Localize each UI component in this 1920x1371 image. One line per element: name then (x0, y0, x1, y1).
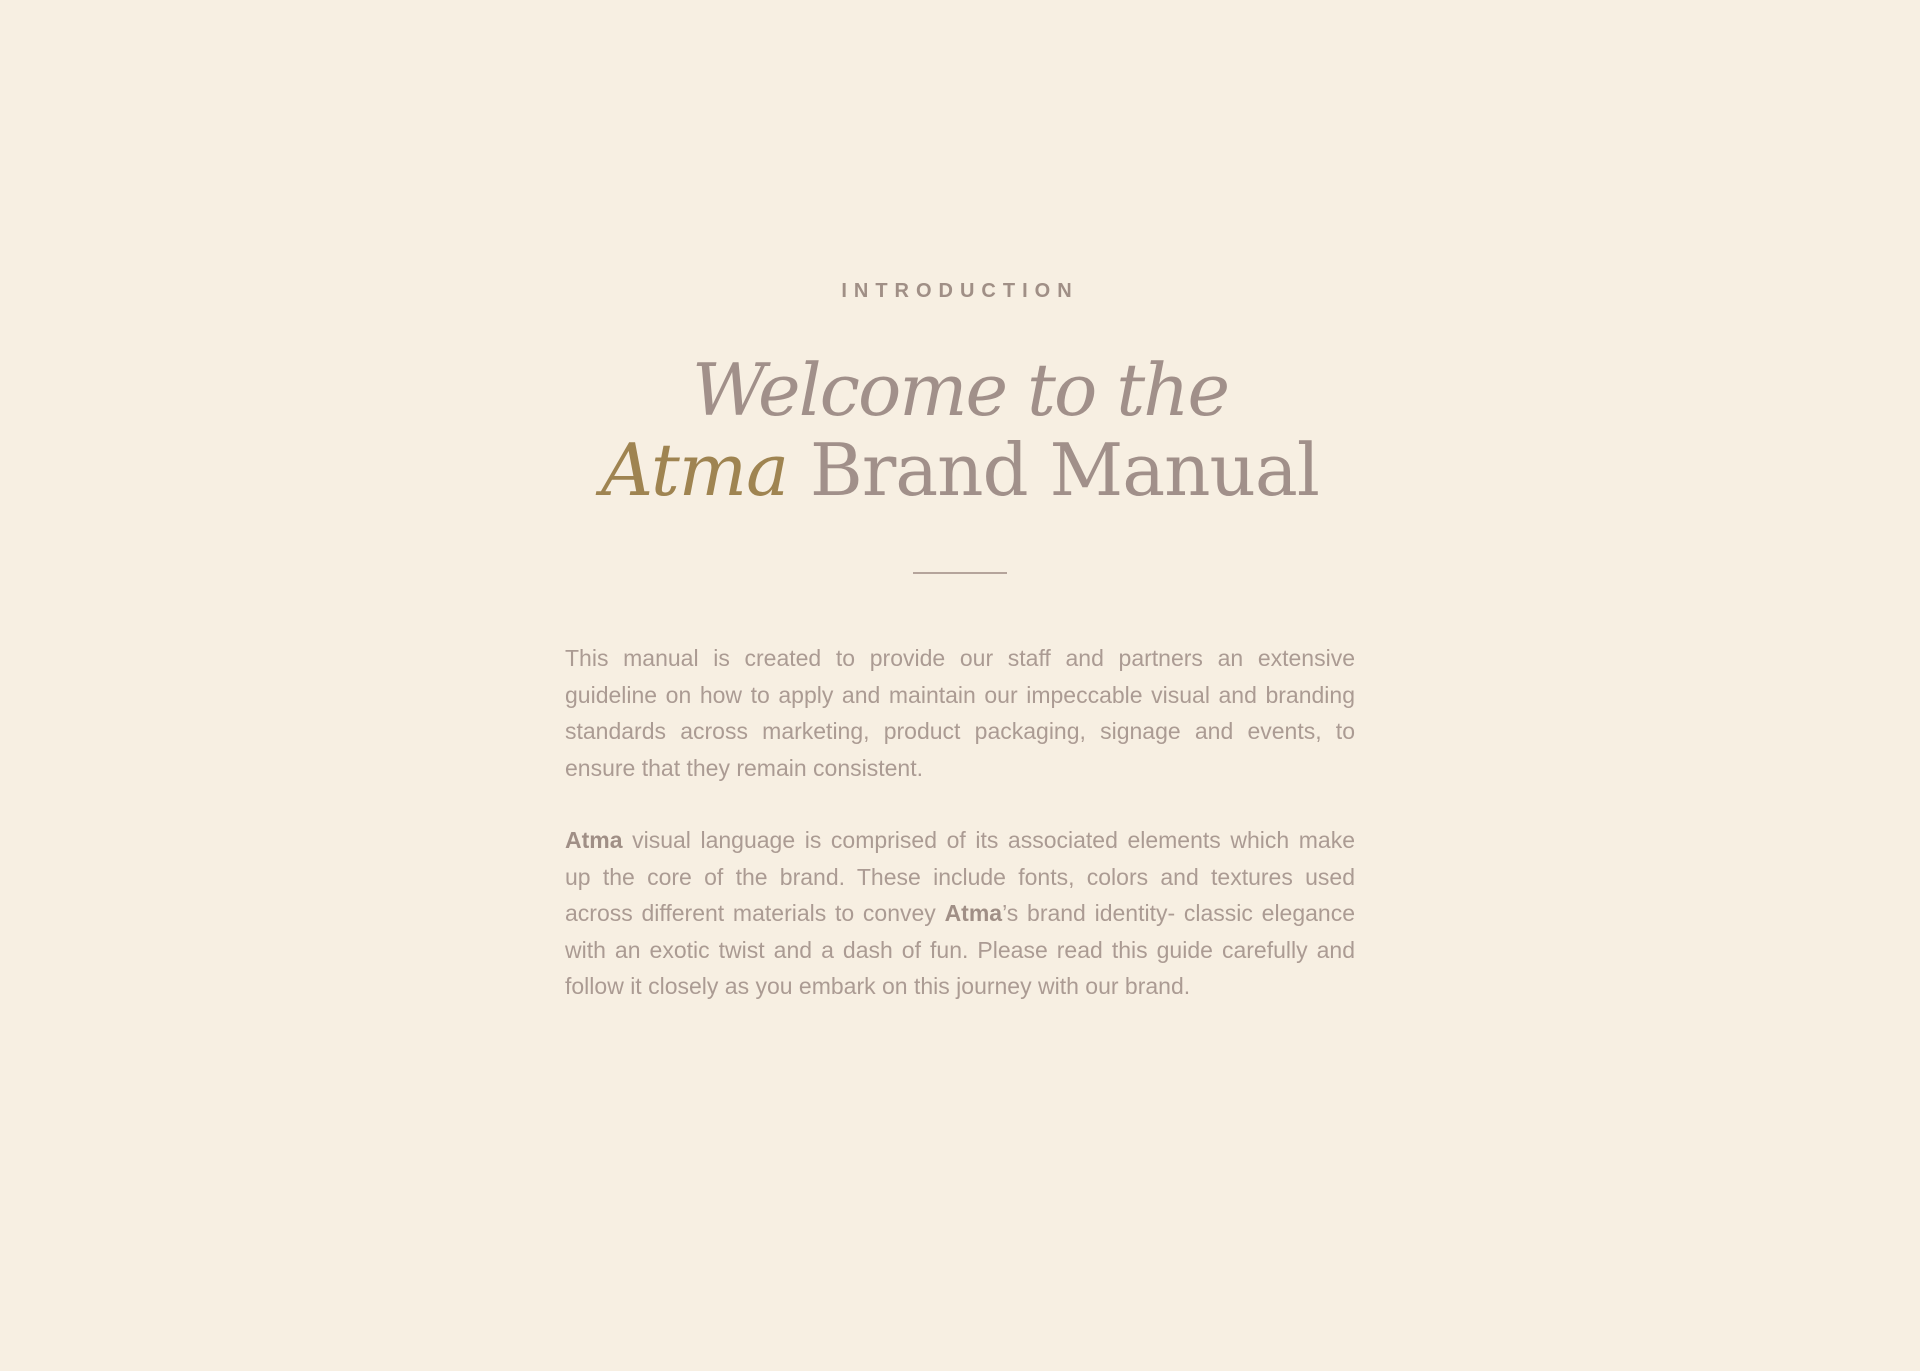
section-label: INTRODUCTION (841, 280, 1079, 302)
brand-name: Atma (601, 428, 789, 512)
paragraph-2-text-b: ’s brand identity- classic elegance with an exotic twist and a dash of fun. Please read this guide carefully and follow it closely as you embark on this journey with our brand. (565, 900, 1356, 999)
title-line-2-rest: Brand Manual (788, 428, 1319, 512)
brand-name-inline: Atma (944, 900, 1003, 926)
intro-paragraph-2 (565, 822, 1355, 1005)
page-title (0, 350, 1920, 510)
divider (913, 572, 1007, 574)
title-line-1: Welcome to the (691, 348, 1229, 432)
paragraph-2-text-a: visual language is comprised of its associated elements which make up the core of the brand. These include fonts, colors and textures used across different materials to convey (565, 827, 1355, 926)
title-line-2 (0, 430, 1920, 510)
brand-name-lead: Atma (565, 827, 623, 853)
intro-paragraph-1: This manual is created to provide our staff and partners an extensive guideline on how to apply and maintain our impeccable visual and branding standards across marketing, product packaging, signage and events, to ensure that they remain consistent. (565, 645, 1355, 781)
